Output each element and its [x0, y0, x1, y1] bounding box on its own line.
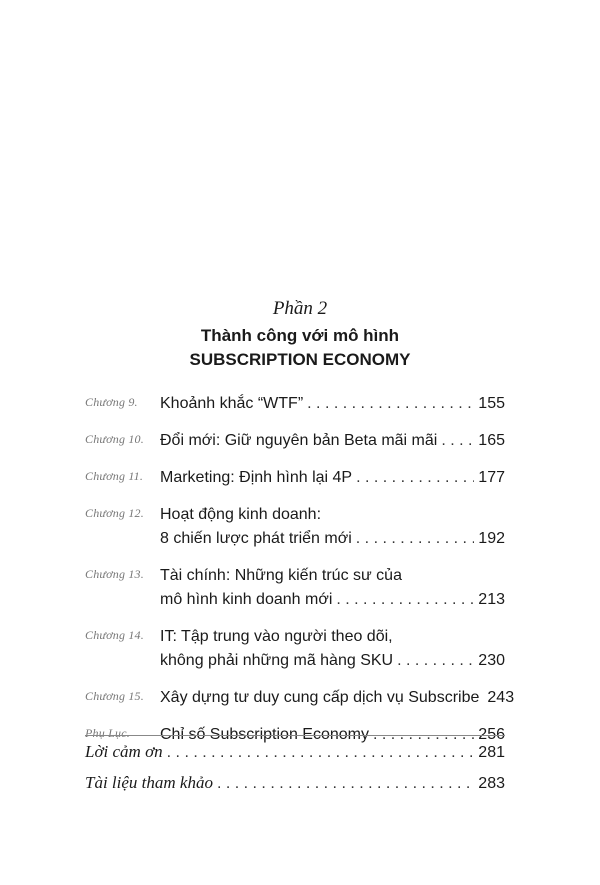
chapter-title: Đổi mới: Giữ nguyên bản Beta mãi mãi	[160, 432, 438, 449]
toc-entry	[85, 686, 515, 710]
page-number: 230	[478, 652, 505, 669]
dot-leader	[441, 429, 474, 453]
part-label: Phần 2	[272, 298, 328, 319]
toc-entry	[85, 466, 505, 490]
toc-entry	[85, 429, 505, 453]
back-matter-label: Tài liệu tham khảo	[85, 773, 213, 792]
page-number: 213	[478, 591, 505, 608]
dot-leader	[356, 527, 475, 551]
chapter-title-cont: mô hình kinh doanh mới	[160, 591, 333, 608]
back-matter-entry	[85, 740, 505, 765]
chapter-number: Phụ Lục.	[85, 726, 130, 740]
page-number: 281	[478, 744, 505, 761]
chapter-title: Khoảnh khắc “WTF”	[160, 395, 304, 412]
page-number: 165	[478, 432, 505, 449]
chapter-number: Chương 9.	[85, 395, 138, 409]
back-matter-entry	[85, 771, 505, 796]
dot-leader	[397, 649, 474, 673]
part-title-line1: Thành công với mô hình	[200, 326, 400, 345]
page-number: 192	[478, 530, 505, 547]
back-matter	[85, 740, 505, 802]
chapter-title-cont: không phải những mã hàng SKU	[160, 652, 394, 669]
chapter-title: IT: Tập trung vào người theo dõi,	[160, 628, 393, 645]
page-number: 256	[478, 726, 505, 743]
chapter-title: Marketing: Định hình lại 4P	[160, 469, 353, 486]
chapter-title: Xây dựng tư duy cung cấp dịch vụ Subscribe	[160, 689, 480, 706]
dot-leader	[217, 772, 474, 796]
chapter-number: Chương 11.	[85, 469, 144, 483]
toc-entry	[85, 625, 505, 673]
chapter-title-cont: 8 chiến lược phát triển mới	[160, 530, 352, 547]
divider	[85, 735, 505, 736]
toc-entry	[85, 564, 505, 612]
dot-leader	[307, 392, 474, 416]
dot-leader	[167, 741, 475, 765]
dot-leader	[336, 588, 474, 612]
page-number: 177	[478, 469, 505, 486]
table-of-contents	[85, 392, 515, 760]
page-number: 243	[487, 689, 515, 706]
chapter-title: Chỉ số Subscription Economy	[160, 726, 369, 743]
chapter-title: Tài chính: Những kiến trúc sư của	[160, 567, 402, 584]
toc-entry	[85, 503, 505, 551]
page-number: 155	[478, 395, 505, 412]
chapter-number: Chương 13.	[85, 567, 144, 581]
chapter-number: Chương 12.	[85, 506, 144, 520]
dot-leader	[356, 466, 474, 490]
page-number: 283	[478, 775, 505, 792]
chapter-number: Chương 14.	[85, 628, 144, 642]
chapter-number: Chương 10.	[85, 432, 144, 446]
chapter-number: Chương 15.	[85, 689, 144, 703]
back-matter-label: Lời cảm ơn	[85, 742, 163, 761]
part-title-line2: SUBSCRIPTION ECONOMY	[189, 350, 411, 369]
chapter-title: Hoạt động kinh doanh:	[160, 506, 322, 523]
toc-entry	[85, 392, 505, 416]
